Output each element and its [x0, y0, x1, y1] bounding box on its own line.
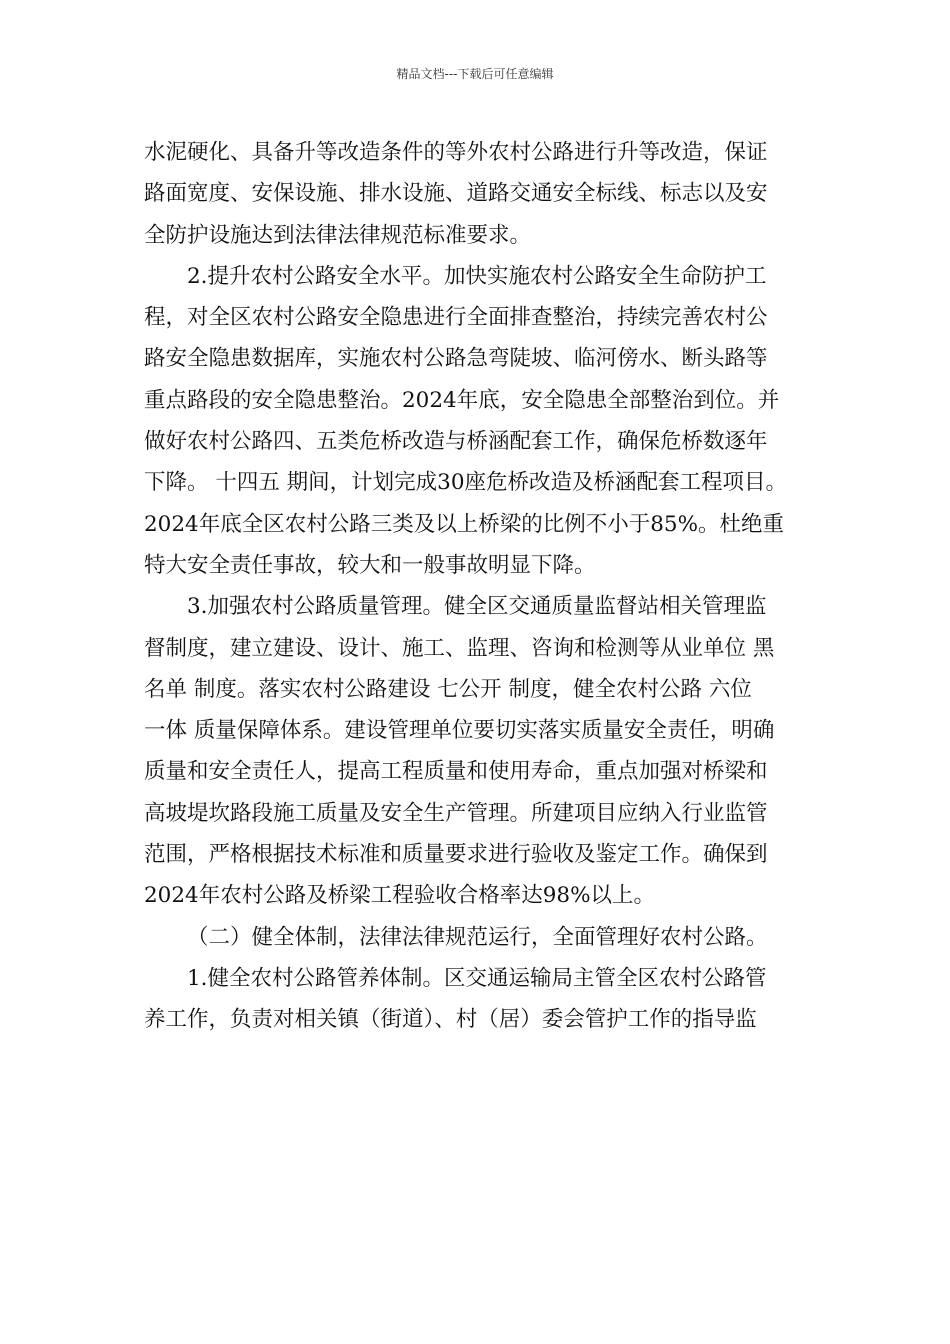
text-line: 路安全隐患数据库，实施农村公路急弯陡坡、临河傍水、断头路等: [144, 346, 768, 372]
text-line: 质量和安全责任人，提高工程质量和使用寿命，重点加强对桥梁和: [144, 759, 768, 785]
text-line: 2024年农村公路及桥梁工程验收合格率达98%以上。: [144, 883, 656, 909]
text-line: 名单 制度。落实农村公路建设 七公开 制度，健全农村公路 六位: [144, 676, 752, 702]
text-line: 下降。 十四五 期间，计划完成30座危桥改造及桥涵配套工程项目。: [144, 470, 788, 496]
text-line: 做好农村公路四、五类危桥改造与桥涵配套工作，确保危桥数逐年: [144, 429, 768, 455]
text-line: 高坡堤坎路段施工质量及安全生产管理。所建项目应纳入行业监管: [144, 800, 768, 826]
text-line: 一体 质量保障体系。建设管理单位要切实落实质量安全责任，明确: [144, 718, 775, 744]
text-line: 养工作，负责对相关镇（街道）、村（居）委会管护工作的指导监: [144, 1007, 757, 1033]
text-line: 特大安全责任事故，较大和一般事故明显下降。: [144, 552, 596, 578]
text-line: 范围，严格根据技术标准和质量要求进行验收及鉴定工作。确保到: [144, 842, 768, 868]
text-line: 督制度，建立建设、设计、施工、监理、咨询和检测等从业单位 黑: [144, 635, 775, 661]
text-line: 1.健全农村公路管养体制。区交通运输局主管全区农村公路管: [187, 965, 767, 991]
text-line: 全防护设施达到法律法律规范标准要求。: [144, 222, 532, 248]
text-line: 水泥硬化、具备升等改造条件的等外农村公路进行升等改造，保证: [144, 140, 768, 165]
text-line: 3.加强农村公路质量管理。健全区交通质量监督站相关管理监: [187, 594, 767, 620]
document-body: [144, 132, 808, 1041]
page-header: 精品文档---下载后可任意编辑: [396, 67, 554, 81]
text-line: 2024年底全区农村公路三类及以上桥梁的比例不小于85%。杜绝重: [144, 511, 785, 537]
text-line: （二）健全体制，法律法律规范运行，全面管理好农村公路。: [187, 924, 768, 950]
text-line: 重点路段的安全隐患整治。2024年底，安全隐患全部整治到位。并: [144, 387, 780, 413]
text-line: 程，对全区农村公路安全隐患进行全面排查整治，持续完善农村公: [144, 305, 768, 331]
text-line: 2.提升农村公路安全水平。加快实施农村公路安全生命防护工: [187, 263, 767, 289]
text-line: 路面宽度、安保设施、排水设施、道路交通安全标线、标志以及安: [144, 181, 768, 207]
